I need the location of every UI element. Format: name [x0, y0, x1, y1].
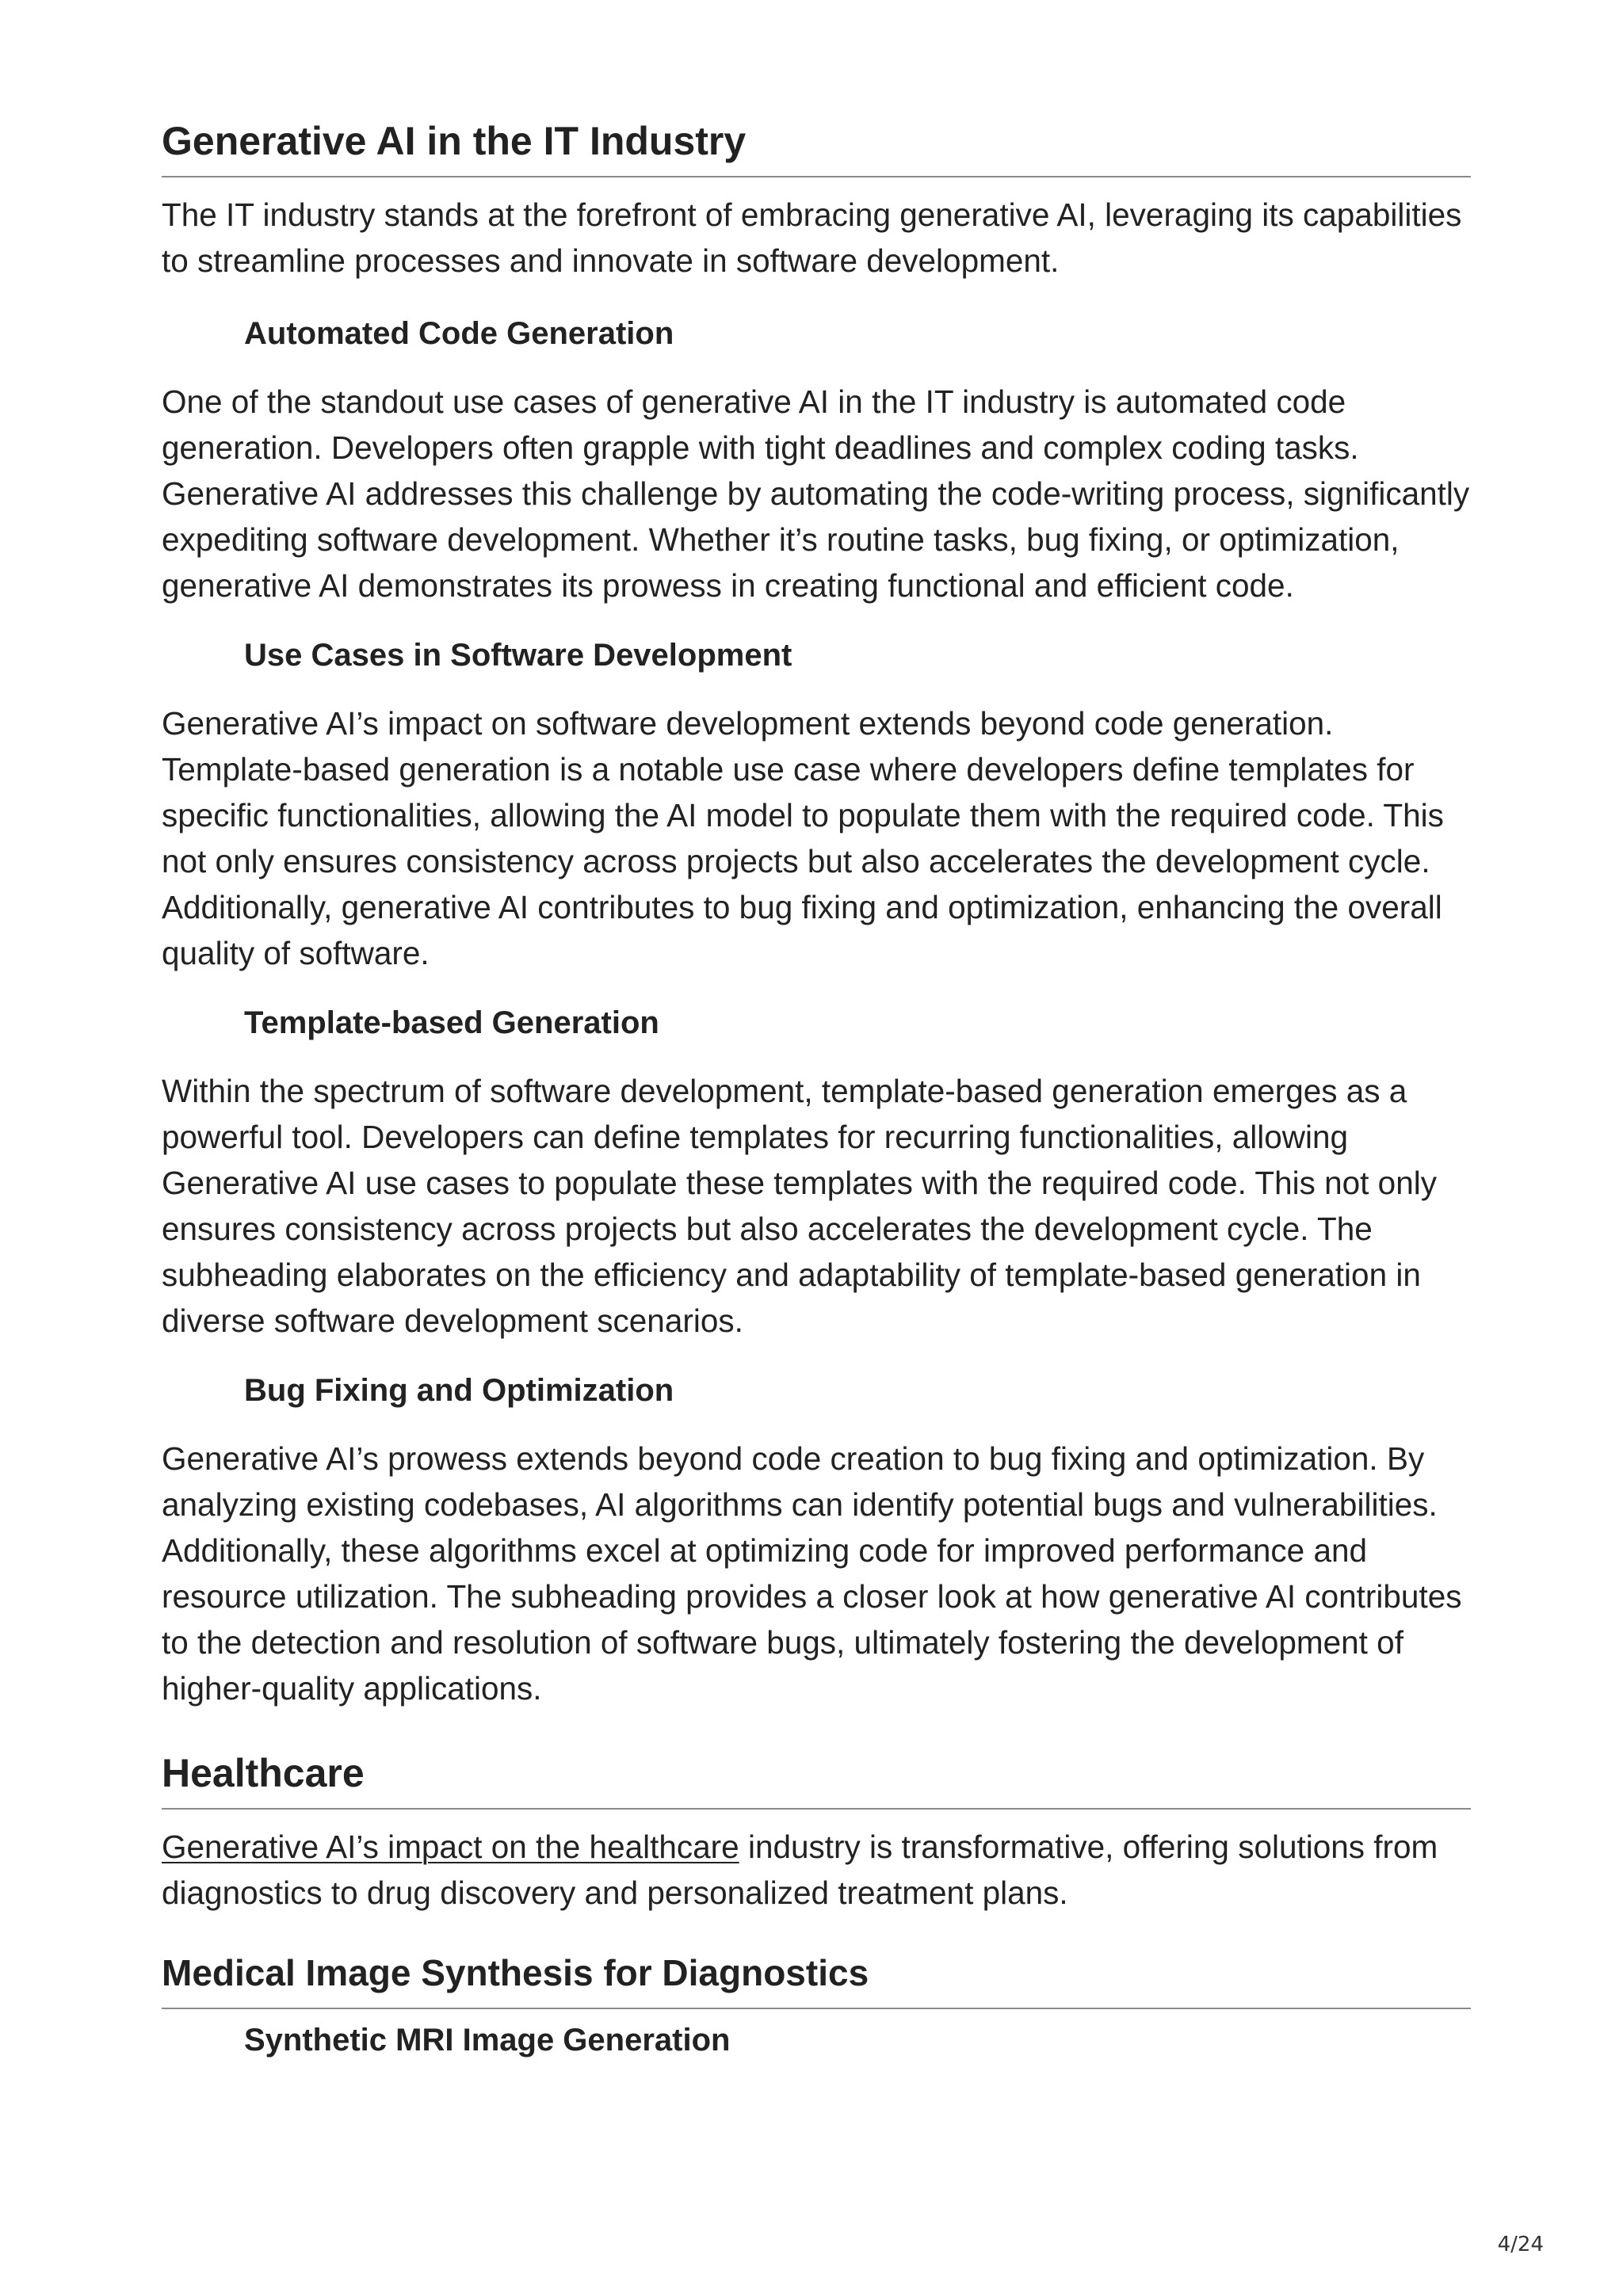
- section-title-it-industry: Generative AI in the IT Industry: [162, 117, 1471, 177]
- template-based-body: Within the spectrum of software development, template-based generation emerges as a powerful tool. Developers can define templates for recurring functionalities, allowing Generative AI use cases to populate these templates with the required code. This not only ensures consistency across projects but also accelerates the development cycle. The subheading elaborates on the efficiency and adaptability of template-based generation in diverse software development scenarios.: [162, 1073, 1437, 1339]
- it-industry-intro: The IT industry stands at the forefront of embracing generative AI, leveraging its capabilities to streamline processes and innovate in software development.: [162, 196, 1462, 279]
- sub-heading-bug-fixing: Bug Fixing and Optimization: [244, 1373, 674, 1408]
- sub-heading-synthetic-mri: Synthetic MRI Image Generation: [244, 2023, 731, 2058]
- healthcare-intro-rest: industry is transformative, offering solutions from diagnostics to drug discovery and personalized treatment plans.: [162, 1829, 1438, 1911]
- healthcare-impact-link[interactable]: Generative AI’s impact on the healthcare: [162, 1829, 739, 1865]
- sub-heading-software-dev: Use Cases in Software Development: [244, 638, 792, 673]
- section-title-healthcare: Healthcare: [162, 1749, 1471, 1810]
- healthcare-intro: [162, 1824, 1471, 1916]
- document-page: [162, 111, 1471, 2060]
- sub-heading-template-based: Template-based Generation: [244, 1005, 659, 1040]
- section-title-medical-image: Medical Image Synthesis for Diagnostics: [162, 1949, 1471, 2009]
- bug-fixing-body: Generative AI’s prowess extends beyond code creation to bug fixing and optimization. By analyzing existing codebases, AI algorithms can identify potential bugs and vulnerabilities. Additionally, these algorithms excel at optimizing code for improved performance and resource utilization. The subheading provides a closer look at how generative AI contributes to the detection and resolution of software bugs, ultimately fostering the development of higher-quality applications.: [162, 1440, 1462, 1707]
- software-dev-body: Generative AI’s impact on software development extends beyond code generation. Template-based generation is a notable use case where developers define templates for specific functionalities, allowing the AI model to populate them with the required code. This not only ensures consistency across projects but also accelerates the development cycle. Additionally, generative AI contributes to bug fixing and optimization, enhancing the overall quality of software.: [162, 705, 1444, 971]
- page-number: 4/24: [1497, 2233, 1544, 2256]
- sub-heading-automated-code: Automated Code Generation: [244, 316, 674, 351]
- automated-code-body: One of the standout use cases of generative AI in the IT industry is automated code generation. Developers often grapple with tight deadlines and complex coding tasks. Generative AI addresses this challenge by automating the code-writing process, significantly expediting software development. Whether it’s routine tasks, bug fixing, or optimization, generative AI demonstrates its prowess in creating functional and efficient code.: [162, 383, 1470, 604]
